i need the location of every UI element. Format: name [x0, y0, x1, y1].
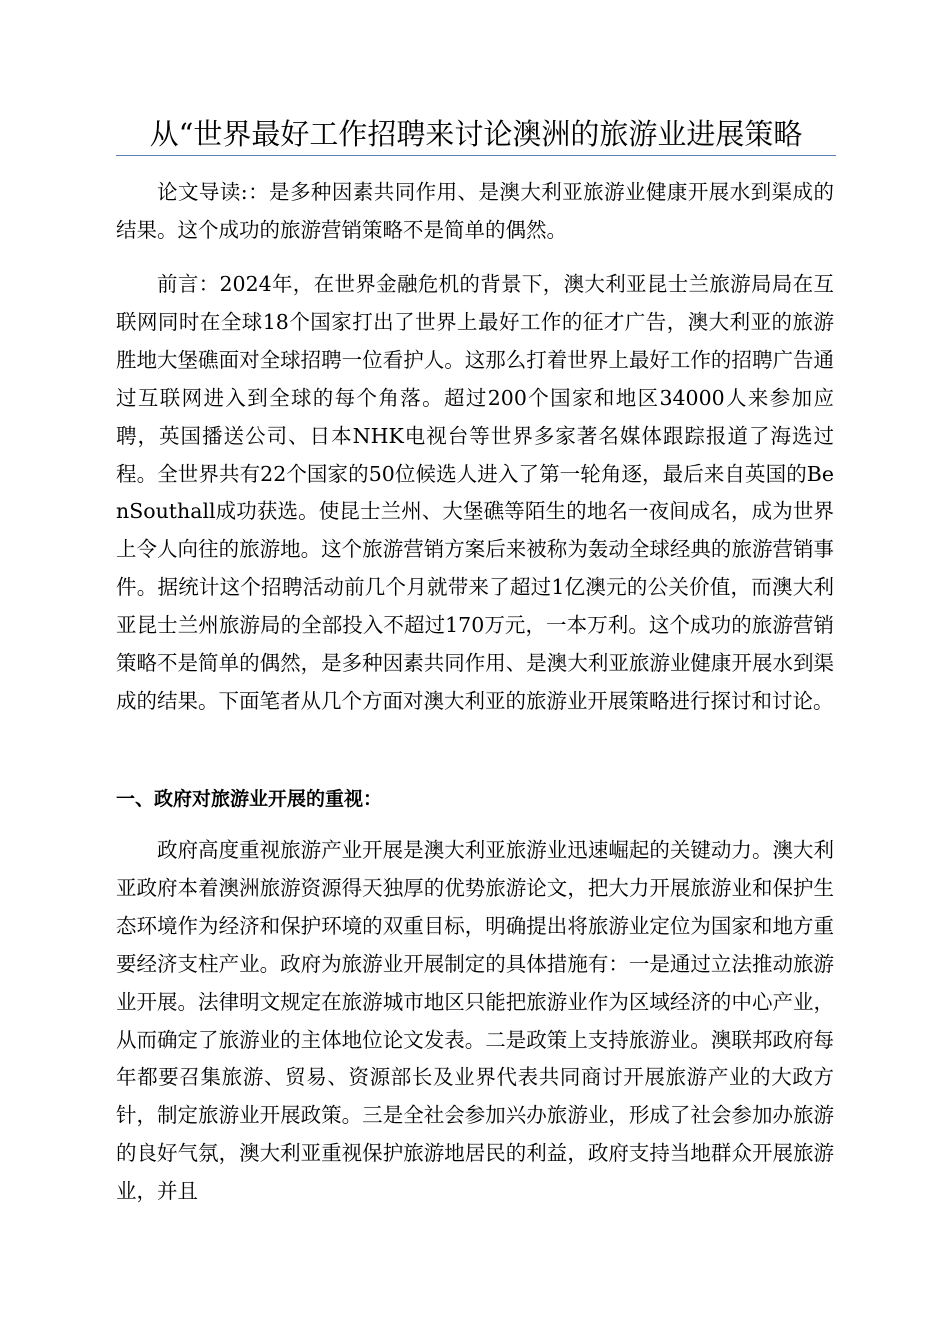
title-underline [116, 155, 836, 156]
section1-heading-block [116, 780, 834, 818]
intro-block [116, 174, 834, 250]
section-heading: 一、政府对旅游业开展的重视： [116, 788, 383, 810]
document-title: 从“世界最好工作招聘来讨论澳洲的旅游业进展策略 [149, 117, 803, 151]
preface-block [116, 266, 834, 721]
intro-paragraph: 论文导读:：是多种因素共同作用、是澳大利亚旅游业健康开展水到渠成的结果。这个成功的旅游营销策略不是简单的偶然。 [116, 180, 834, 242]
section1-body-block [116, 832, 834, 1211]
preface-paragraph: 前言：2024年，在世界金融危机的背景下，澳大利亚昆士兰旅游局局在互联网同时在全球18个国家打出了世界上最好工作的征才广告，澳大利亚的旅游胜地大堡礁面对全球招聘一位看护人。这那么打着世界上最好工作的招聘广告通过互联网进入到全球的每个角落。超过200个国家和地区34000人来参加应聘，英国播送公司、日本NHK电视台等世界多家著名媒体跟踪报道了海选过程。全世界共有22个国家的50位候选人进入了第一轮角逐，最后来自英国的BenSouthall成功获选。使昆士兰州、大堡礁等陌生的地名一夜间成名，成为世界上令人向往的旅游地。这个旅游营销方案后来被称为轰动全球经典的旅游营销事件。据统计这个招聘活动前几个月就带来了超过1亿澳元的公关价值，而澳大利亚昆士兰州旅游局的全部投入不超过170万元，一本万利。这个成功的旅游营销策略不是简单的偶然，是多种因素共同作用、是澳大利亚旅游业健康开展水到渠成的结果。下面笔者从几个方面对澳大利亚的旅游业开展策略进行探讨和讨论。 [116, 272, 834, 713]
section-body-paragraph: 政府高度重视旅游产业开展是澳大利亚旅游业迅速崛起的关键动力。澳大利亚政府本着澳洲旅游资源得天独厚的优势旅游论文，把大力开展旅游业和保护生态环境作为经济和保护环境的双重目标，明确提出将旅游业定位为国家和地方重要经济支柱产业。政府为旅游业开展制定的具体措施有：一是通过立法推动旅游业开展。法律明文规定在旅游城市地区只能把旅游业作为区域经济的中心产业，从而确定了旅游业的主体地位论文发表。二是政策上支持旅游业。澳联邦政府每年都要召集旅游、贸易、资源部长及业界代表共同商讨开展旅游产业的大政方针，制定旅游业开展政策。三是全社会参加兴办旅游业，形成了社会参加办旅游的良好气氛，澳大利亚重视保护旅游地居民的利益，政府支持当地群众开展旅游业，并且 [116, 838, 834, 1204]
